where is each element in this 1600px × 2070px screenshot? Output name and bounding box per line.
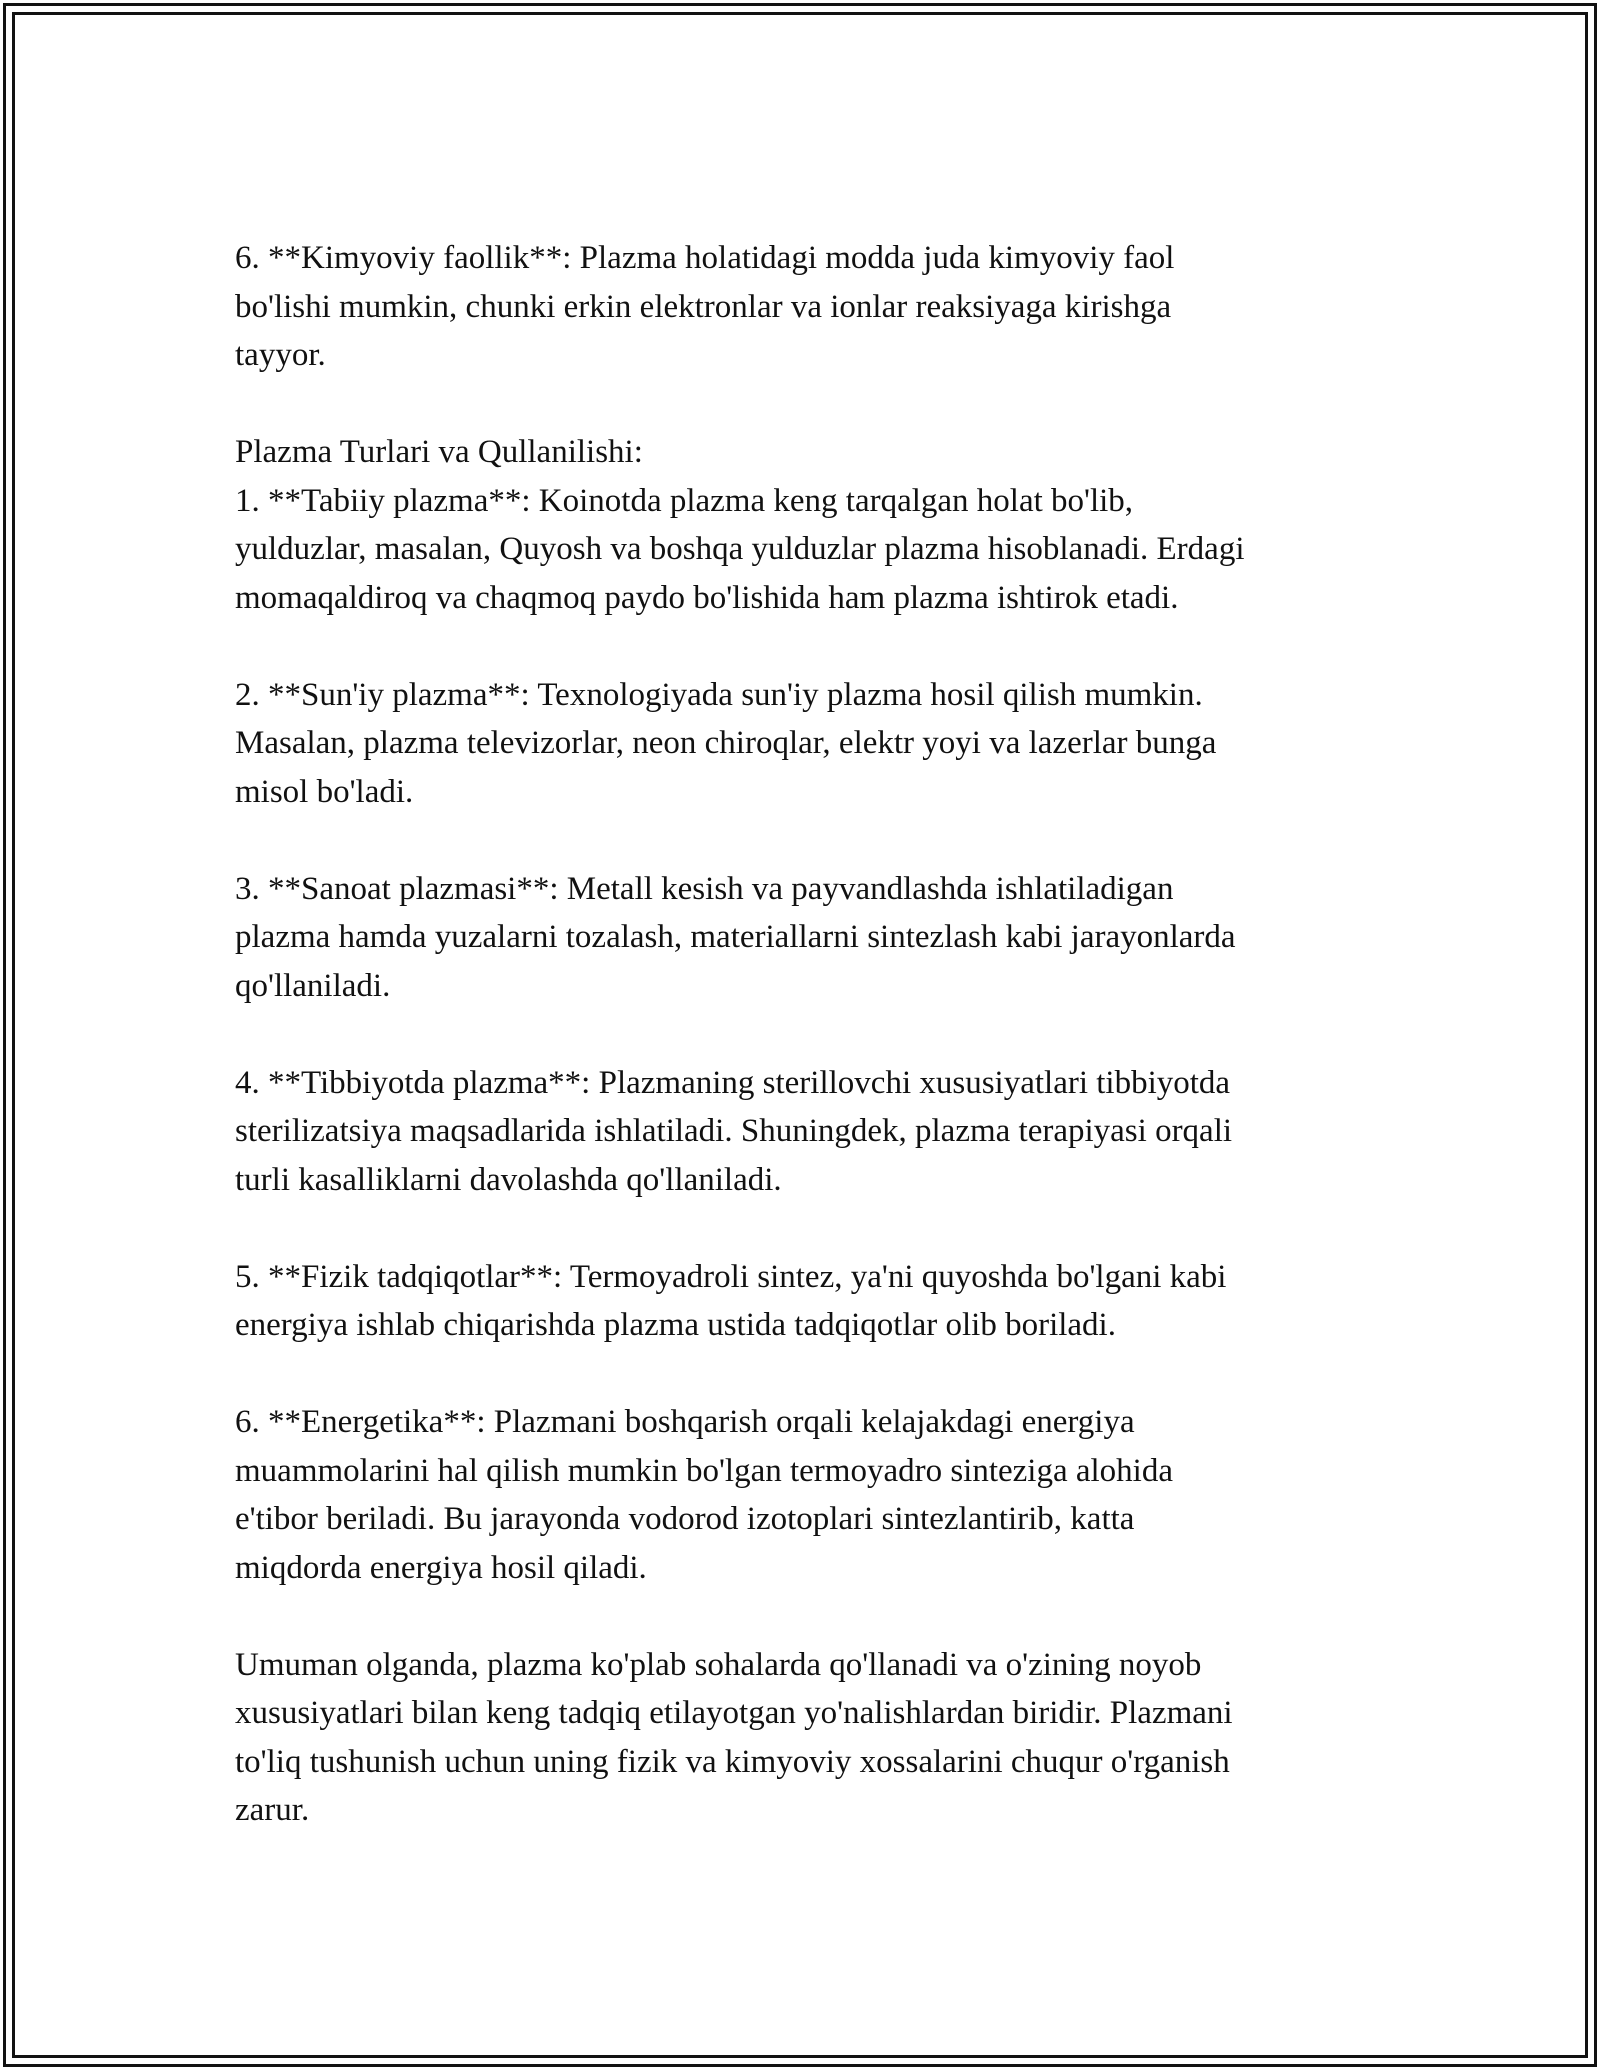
paragraph-artificial-plasma: 2. **Sun'iy plazma**: Texnologiyada sun'iy plazma hosil qilish mumkin. Masalan, plazma televizorlar, neon chiroqlar, elektr yoyi va lazerlar bunga misol bo'ladi. [235, 676, 1217, 810]
paragraph-energetics: 6. **Energetika**: Plazmani boshqarish orqali kelajakdagi energiya muammolarini hal qilish mumkin bo'lgan termoyadro sinteziga alohida e'tibor beriladi. Bu jarayonda vodorod izotoplari sintezlantirib, katta miqdorda energiya hosil qiladi. [235, 1404, 1174, 1586]
paragraph-natural-plasma: 1. **Tabiiy plazma**: Koinotda plazma keng tarqalgan holat bo'lib, yulduzlar, masalan, Quyosh va boshqa yulduzlar plazma hisoblanadi. Erdagi momaqaldiroq va chaqmoq paydo bo'lishida ham plazma ishtirok etadi. [235, 482, 1245, 616]
section-heading-plasma-types: Plazma Turlari va Qullanilishi: [235, 434, 643, 470]
paragraph-industrial-plasma: 3. **Sanoat plazmasi**: Metall kesish va payvandlashda ishlatiladigan plazma hamda yuzalarni tozalash, materiallarni sintezlash kabi jarayonlarda qo'llaniladi. [235, 870, 1236, 1004]
paragraph-conclusion: Umuman olganda, plazma ko'plab sohalarda qo'llanadi va o'zining noyob xususiyatlari bilan keng tadqiq etilayotgan yo'nalishlardan biridir. Plazmani to'liq tushunish uchun uning fizik va kimyoviy xossalarini chuqur o'rganish zarur. [235, 1646, 1233, 1828]
paragraph-chemical-activity: 6. **Kimyoviy faollik**: Plazma holatidagi modda juda kimyoviy faol bo'lishi mumkin, chunki erkin elektronlar va ionlar reaksiyaga kirishga tayyor. [235, 240, 1175, 373]
paragraph-medical-plasma: 4. **Tibbiyotda plazma**: Plazmaning sterillovchi xususiyatlari tibbiyotda sterilizatsiya maqsadlarida ishlatiladi. Shuningdek, plazma terapiyasi orqali turli kasalliklarni davolashda qo'llaniladi. [235, 1064, 1233, 1198]
document-body [235, 234, 1375, 1883]
paragraph-physics-research: 5. **Fizik tadqiqotlar**: Termoyadroli sintez, ya'ni quyoshda bo'lgani kabi energiya ishlab chiqarishda plazma ustida tadqiqotlar olib boriladi. [235, 1258, 1227, 1343]
